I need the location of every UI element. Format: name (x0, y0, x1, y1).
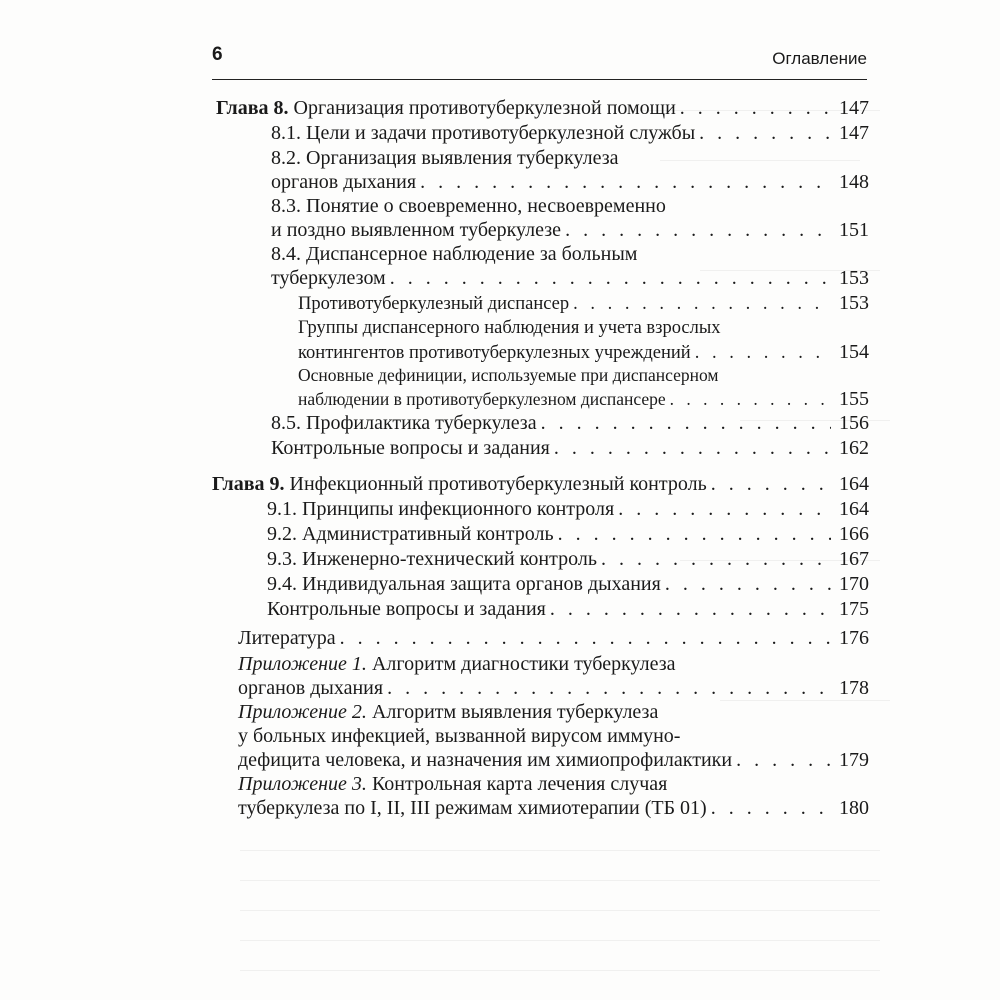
toc-page-number: 153 (839, 267, 869, 289)
toc-page-number: 153 (839, 292, 869, 314)
toc-entry[interactable] (271, 436, 869, 460)
toc-page-number: 170 (839, 573, 869, 595)
running-header-title: Оглавление (772, 49, 867, 68)
leader-dots (711, 796, 831, 820)
toc-title: 9.1. Принципы инфекционного контроля (267, 498, 615, 520)
leader-dots (565, 218, 831, 242)
toc-appendix-label: Приложение 3. (238, 773, 367, 795)
toc-page-number: 147 (839, 97, 869, 119)
leader-dots (340, 626, 831, 650)
toc-chapter-label: Глава 9. (212, 473, 285, 495)
toc-title-line1: Контрольная карта лечения случая (371, 773, 668, 795)
leader-dots (680, 96, 831, 120)
toc-chapter-8[interactable] (216, 96, 869, 120)
toc-title-line1: Основные дефиниции, используемые при диспансерном (298, 365, 719, 385)
toc-appendix-2[interactable] (238, 700, 869, 772)
leader-dots (550, 597, 831, 621)
toc-page-number: 179 (839, 749, 869, 771)
toc-literature[interactable] (238, 626, 869, 650)
toc-title: контингентов противотуберкулезных учреждений (298, 343, 691, 363)
leader-dots (699, 121, 831, 145)
toc-title: 8.1. Цели и задачи противотуберкулезной службы (271, 122, 696, 144)
toc-title-line1: Алгоритм выявления туберкулеза (371, 701, 659, 723)
leader-dots (601, 547, 831, 571)
toc-chapter-label: Глава 8. (216, 97, 289, 119)
toc-appendix-3[interactable] (238, 772, 869, 820)
leader-dots (711, 472, 831, 496)
toc-title: Контрольные вопросы и задания (271, 437, 550, 459)
toc-appendix-1[interactable] (238, 652, 869, 700)
toc-page-number: 148 (839, 171, 869, 193)
toc-title: 9.4. Индивидуальная защита органов дыхания (267, 573, 661, 595)
toc-title: органов дыхания (271, 171, 417, 193)
toc-title: наблюдении в противотуберкулезном диспансере (298, 389, 666, 409)
toc-page-number: 175 (839, 598, 869, 620)
toc-page-number: 154 (839, 341, 869, 363)
toc-appendix-label: Приложение 1. (238, 653, 367, 675)
toc-subentry[interactable] (298, 291, 869, 316)
leader-dots (387, 676, 831, 700)
toc-page-number: 162 (839, 437, 869, 459)
toc-title: Литература (238, 627, 336, 649)
toc-title: Противотуберкулезный диспансер (298, 294, 570, 314)
toc-page-number: 151 (839, 219, 869, 241)
toc-entry[interactable] (267, 497, 869, 521)
toc-title-line1: Алгоритм диагностики туберкулеза (371, 653, 676, 675)
leader-dots (554, 436, 831, 460)
leader-dots (420, 170, 831, 194)
leader-dots (665, 572, 831, 596)
toc-title: 9.2. Административный контроль (267, 523, 554, 545)
toc-title-line2: у больных инфекцией, вызванной вирусом иммуно- (238, 725, 681, 747)
toc-entry[interactable] (271, 242, 869, 290)
toc-page-number: 166 (839, 523, 869, 545)
toc-title: и поздно выявленном туберкулезе (271, 219, 562, 241)
toc-entry[interactable] (267, 522, 869, 546)
page-number: 6 (212, 44, 223, 65)
toc-title-line1: 8.3. Понятие о своевременно, несвоевременно (271, 195, 666, 217)
leader-dots (541, 411, 831, 435)
toc-entry[interactable] (267, 572, 869, 596)
toc-title: органов дыхания (238, 677, 384, 699)
toc-title: Контрольные вопросы и задания (267, 598, 546, 620)
header-rule (212, 79, 867, 80)
toc-page-number: 167 (839, 548, 869, 570)
toc-entry[interactable] (271, 194, 869, 242)
toc-page-number: 156 (839, 412, 869, 434)
toc-entry[interactable] (267, 547, 869, 571)
toc-title-line1: 8.2. Организация выявления туберкулеза (271, 147, 619, 169)
leader-dots (695, 341, 831, 365)
toc-title-line1: 8.4. Диспансерное наблюдение за больным (271, 243, 638, 265)
toc-entry[interactable] (271, 121, 869, 145)
toc-title: туберкулезом (271, 267, 386, 289)
toc-page-number: 164 (839, 473, 869, 495)
toc-page-number: 176 (839, 627, 869, 649)
toc-title: Инфекционный противотуберкулезный контроль (289, 473, 707, 495)
leader-dots (670, 387, 831, 411)
toc-chapter-9[interactable] (212, 472, 869, 496)
toc-page-number: 147 (839, 122, 869, 144)
toc-title-line1: Группы диспансерного наблюдения и учета взрослых (298, 318, 721, 338)
toc-page-number: 180 (839, 797, 869, 819)
leader-dots (618, 497, 831, 521)
leader-dots (573, 292, 831, 316)
toc-page-number: 178 (839, 677, 869, 699)
toc-appendix-label: Приложение 2. (238, 701, 367, 723)
toc-title: Организация противотуберкулезной помощи (293, 97, 676, 119)
leader-dots (390, 266, 831, 290)
leader-dots (558, 522, 831, 546)
toc-subentry[interactable] (298, 363, 869, 411)
toc-subentry[interactable] (298, 316, 869, 365)
toc-entry[interactable] (271, 411, 869, 435)
leader-dots (736, 748, 831, 772)
toc-entry[interactable] (267, 597, 869, 621)
toc-title: 8.5. Профилактика туберкулеза (271, 412, 537, 434)
toc-page-number: 164 (839, 498, 869, 520)
toc-page-number: 155 (839, 388, 869, 410)
toc-title: туберкулеза по I, II, III режимам химиотерапии (ТБ 01) (238, 797, 707, 819)
toc-entry[interactable] (271, 146, 869, 194)
toc-title: дефицита человека, и назначения им химиопрофилактики (238, 749, 733, 771)
toc-title: 9.3. Инженерно-технический контроль (267, 548, 597, 570)
